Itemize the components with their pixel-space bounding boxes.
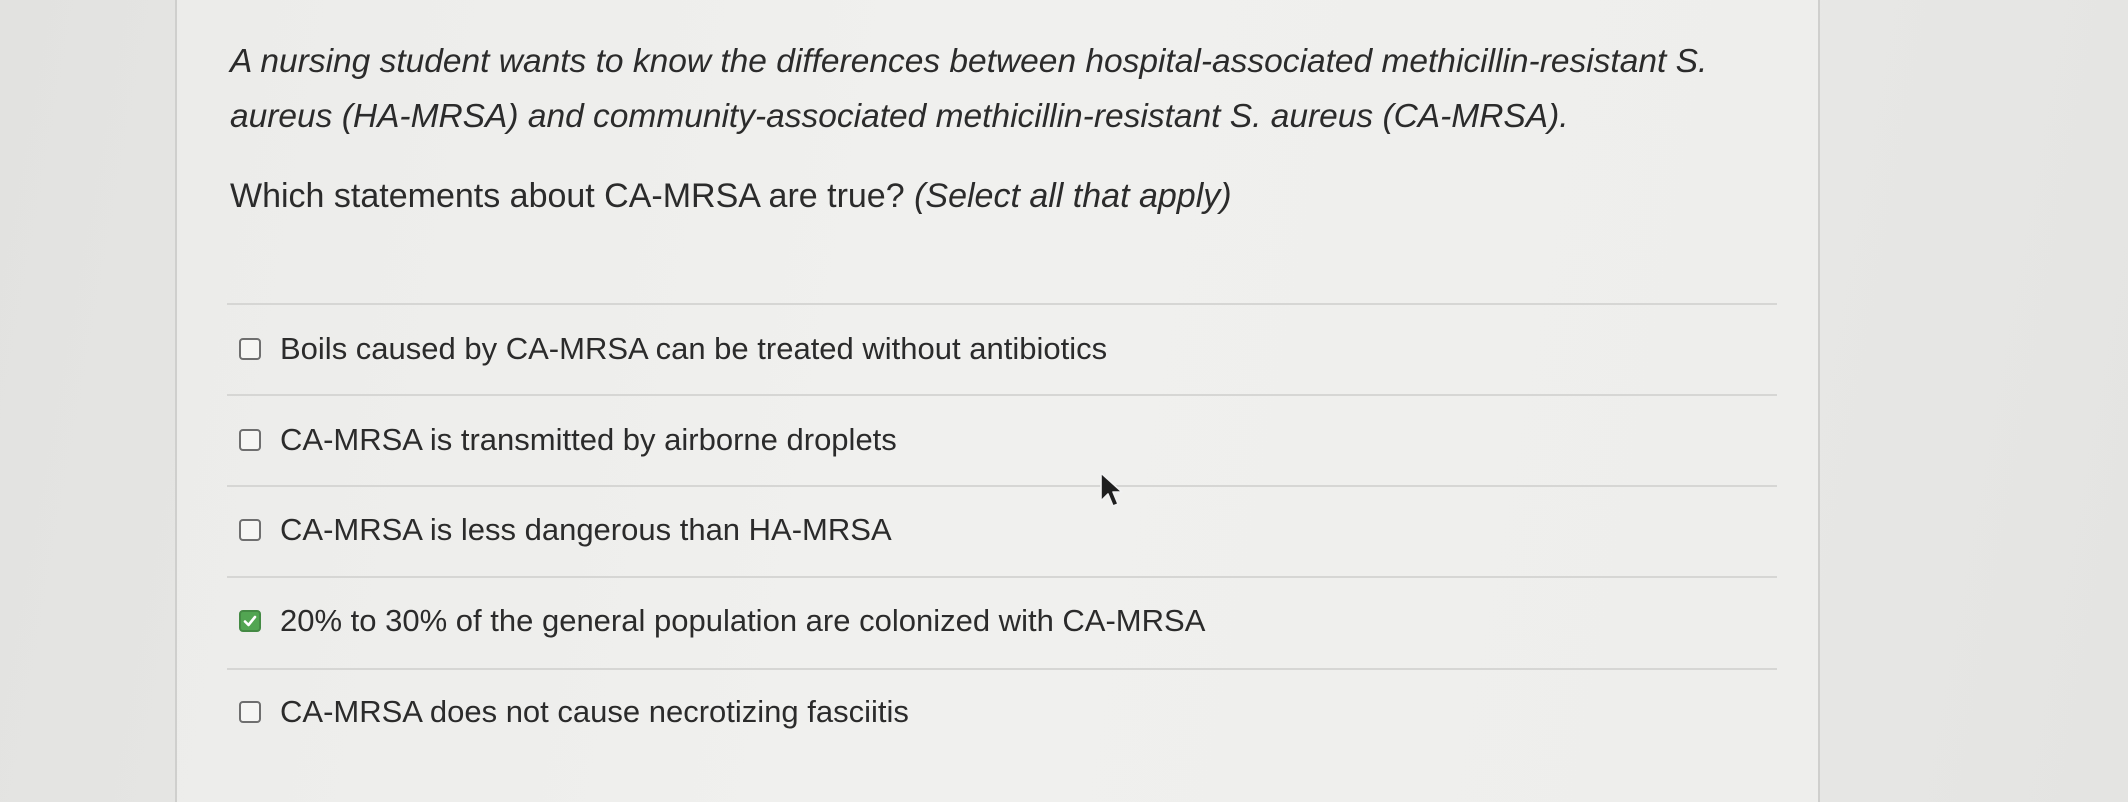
option-1-checkbox[interactable] — [239, 338, 261, 360]
option-4-label: 20% to 30% of the general population are colonized with CA-MRSA — [280, 603, 1206, 638]
option-5-checkbox[interactable] — [239, 701, 261, 723]
mouse-pointer-icon — [1099, 471, 1125, 511]
option-5-label: CA-MRSA does not cause necrotizing fasciitis — [280, 694, 909, 729]
divider — [227, 576, 1777, 578]
answer-option-3[interactable] — [239, 500, 892, 560]
answer-option-4[interactable] — [239, 591, 1205, 651]
question-panel — [175, 0, 1820, 802]
divider — [227, 485, 1777, 487]
answer-option-1[interactable] — [239, 319, 1107, 379]
checkmark-icon — [242, 613, 258, 629]
option-3-label: CA-MRSA is less dangerous than HA-MRSA — [280, 512, 892, 547]
option-3-checkbox[interactable] — [239, 519, 261, 541]
question-prompt — [230, 168, 1232, 224]
option-2-checkbox[interactable] — [239, 429, 261, 451]
divider — [227, 394, 1777, 396]
prompt-text: Which statements about CA-MRSA are true? — [230, 177, 905, 215]
divider — [227, 303, 1777, 305]
answer-option-5[interactable] — [239, 682, 909, 742]
divider — [227, 668, 1777, 670]
answer-option-2[interactable] — [239, 410, 897, 470]
option-4-checkbox[interactable] — [239, 610, 261, 632]
question-stem: A nursing student wants to know the differences between hospital-associated methicillin-resistant S. aureus (HA-MRSA) and community-associated methicillin-resistant S. aureus (CA-MRSA). — [230, 43, 1708, 135]
option-2-label: CA-MRSA is transmitted by airborne droplets — [280, 422, 897, 457]
prompt-hint: (Select all that apply) — [914, 177, 1232, 215]
option-1-label: Boils caused by CA-MRSA can be treated without antibiotics — [280, 331, 1108, 366]
